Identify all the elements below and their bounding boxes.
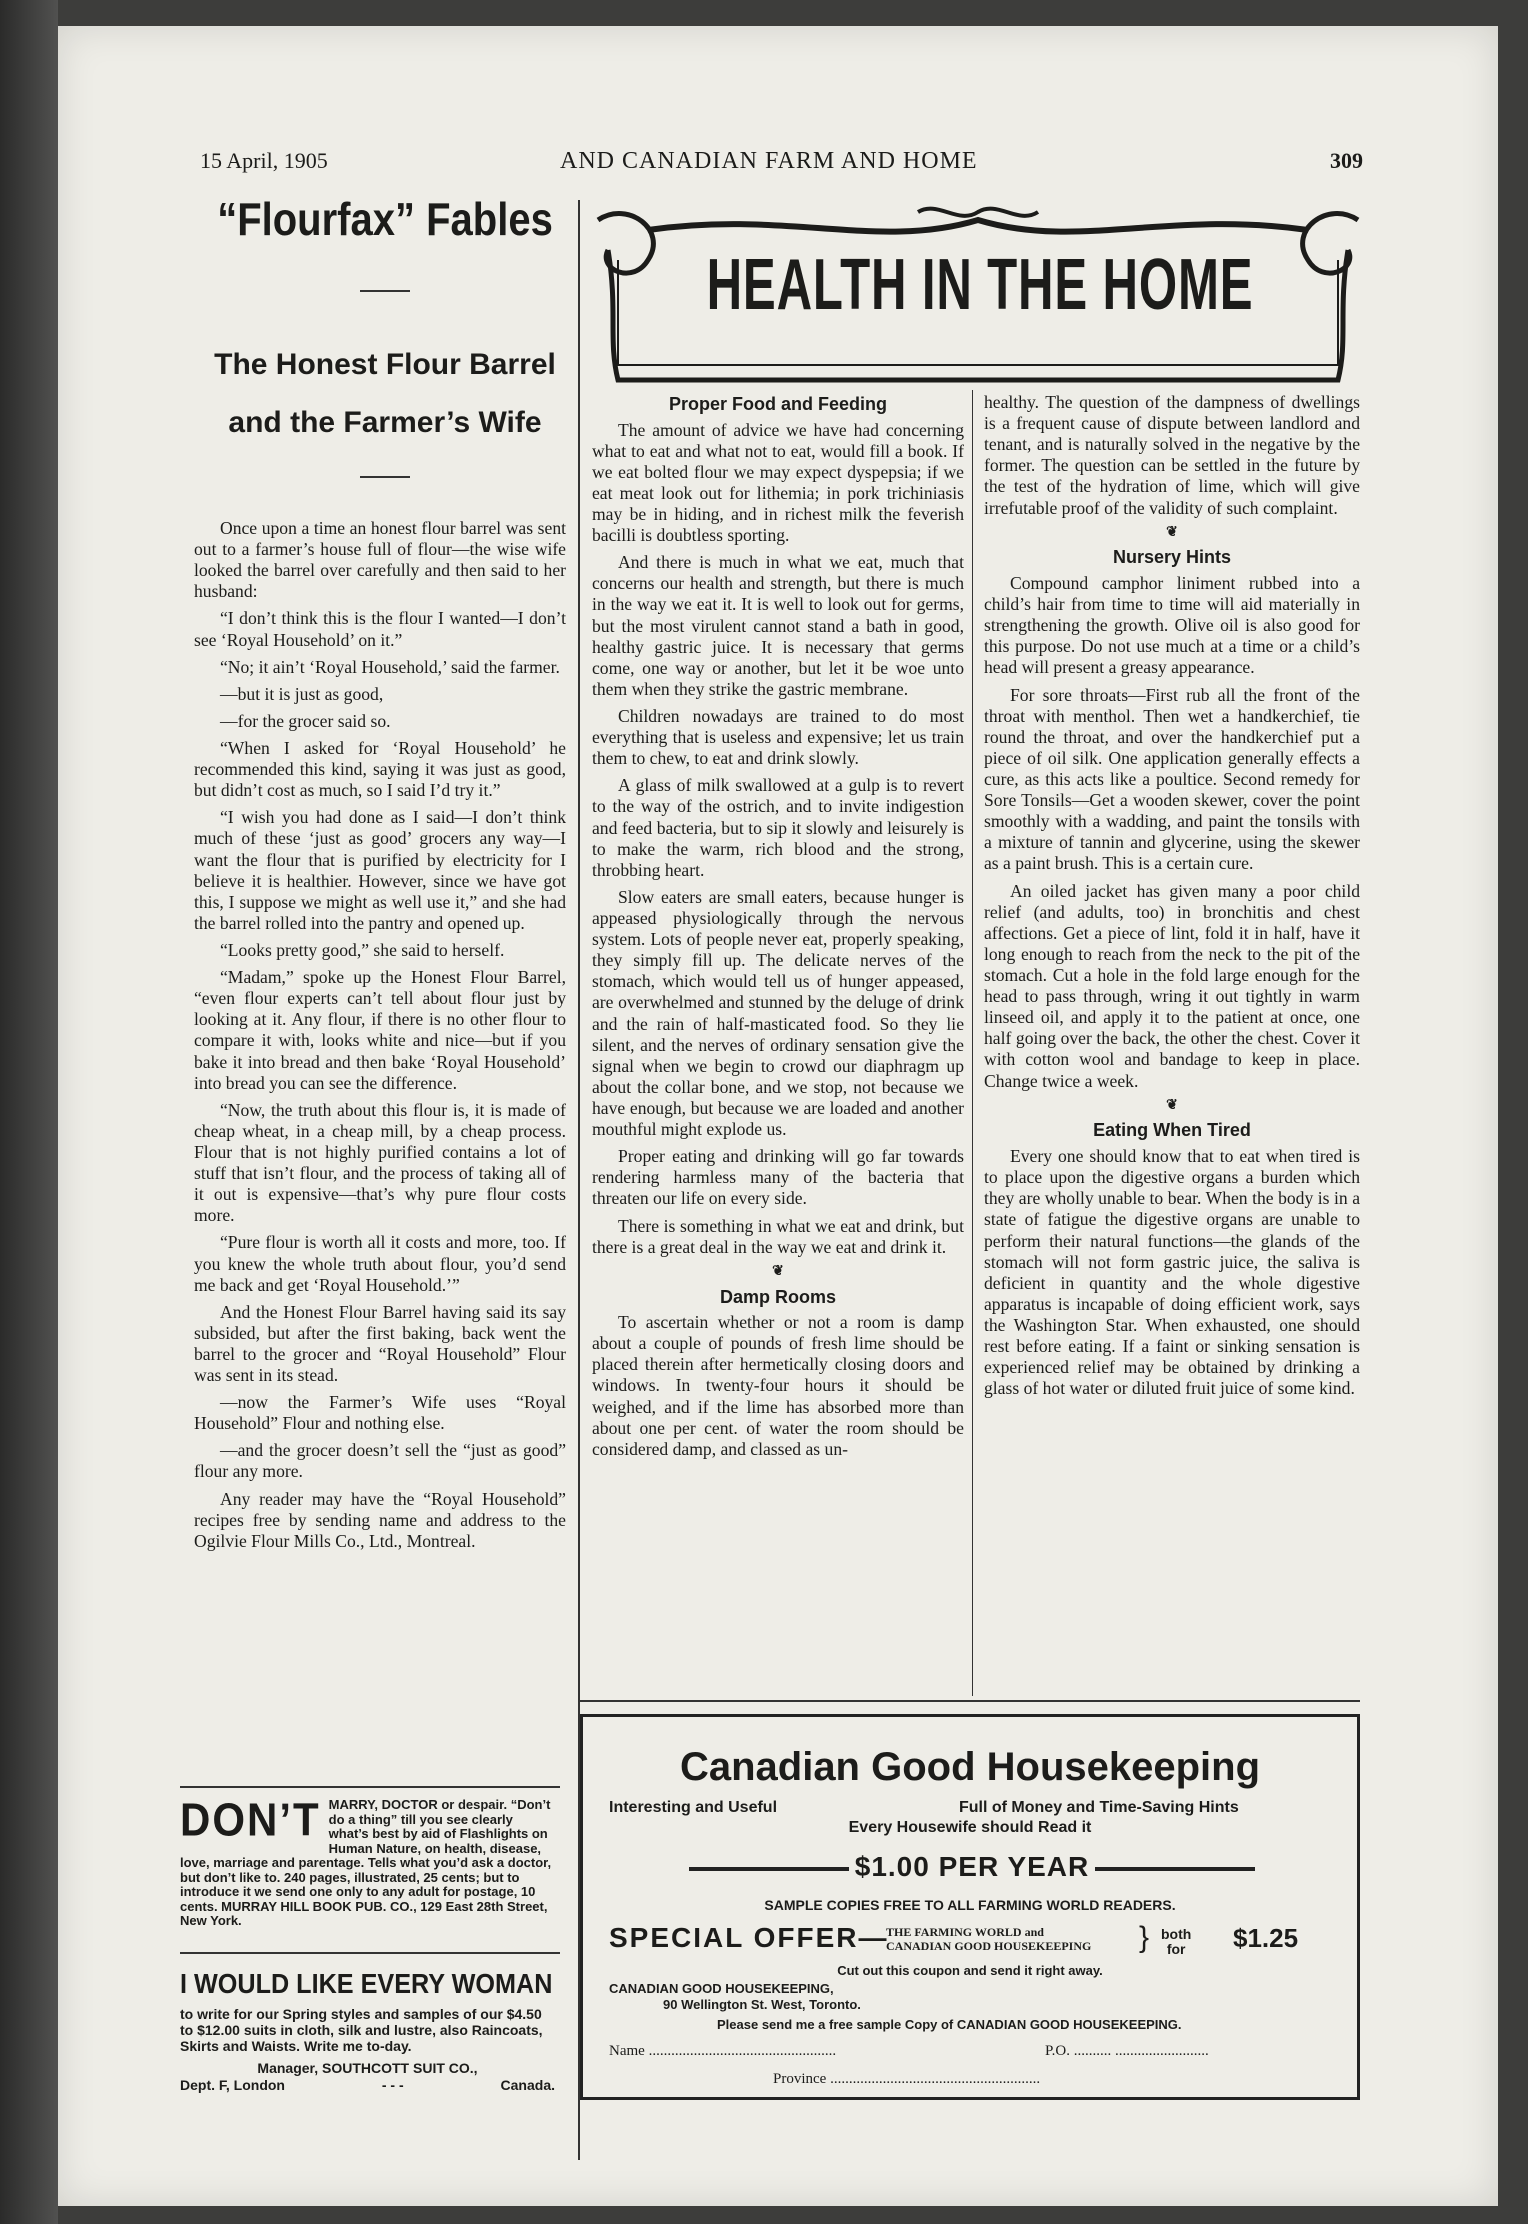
coupon-name-dots: .................................................. [648,2043,837,2059]
woman-ad-headline: I WOULD LIKE EVERY WOMAN [180,1968,553,1999]
coupon-request: Please send me a free sample Copy of CANADIAN GOOD HOUSEKEEPING. [717,2017,1182,2032]
section-ornament: ❦ [1166,1097,1178,1113]
health-column-1 [592,388,964,1466]
coupon-name-label: Name [609,2043,645,2059]
coupon-po-label: P.O. [1045,2043,1071,2059]
article-paragraph: A glass of milk swallowed at a gulp is to revert to the way of the ostrich, and to invite indigestion and feed bacteria, but to sip it slowly and leisurely is to make the warm, rich blood and the strong, throbbing heart. [592,775,964,880]
woman-ad-text: to write for our Spring styles and samples of our $4.50 to $12.00 suits in cloth, silk and lustre, also Raincoats, Skirts and Waists. Write me to-day. [180,2006,543,2055]
housekeeping-tag-left: Interesting and Useful [609,1799,778,1816]
article-paragraph: Proper eating and drinking will go far towards rendering harmless many of the bacteria that threaten our life on every side. [592,1146,964,1209]
housekeeping-tag-center: Every Housewife should Read it [848,1819,1092,1836]
section-heading: Damp Rooms [719,1286,836,1307]
fable-paragraph: “Pure flour is worth all it costs and more, too. If you knew the whole truth about flour, you’d send me back and get ‘Royal Household.’” [194,1232,566,1295]
housekeeping-tag-right: Full of Money and Time-Saving Hints [959,1799,1239,1816]
fable-paragraph: “Now, the truth about this flour is, it is made of cheap wheat, in a cheap mill, by a cheap process. Flour that is not highly purified contains a lot of stuff that isn’t flour, and the process of taking all of it out is expensive—that’s why pure flour costs more. [194,1099,566,1226]
coupon-province-line[interactable] [773,2071,1040,2088]
fable-paragraph: “Madam,” spoke up the Honest Flour Barrel, “even flour experts can’t tell about flour just by looking at it. Any flour, if there is no other flour to compare it with, looks white and nice—but if you bake it into bread and then bake ‘Royal Household’ into bread you can see the difference. [194,967,566,1093]
dont-marry-ad [180,1793,555,1929]
woman-ad-country: Canada. [500,2076,555,2093]
housekeeping-title: Canadian Good Housekeeping [679,1745,1261,1789]
coupon-address-1: CANADIAN GOOD HOUSEKEEPING, [609,1981,834,1996]
subtitle-dash [360,476,410,478]
fable-subtitle [190,336,580,452]
special-brand-1: THE FARMING WORLD and [886,1925,1044,1939]
fable-body [194,518,566,1558]
ad-separator-rule-1 [180,1786,560,1788]
page-number: 309 [1330,148,1363,173]
southcott-suit-ad [180,1968,555,2093]
article-paragraph: Compound camphor liniment rubbed into a child’s hair from time to time will aid materially in strengthening the growth. Olive oil is also good for this purpose. Do not use much at a time or a child’s head will present a greasy appearance. [984,573,1360,678]
article-paragraph: healthy. The question of the dampness of dwellings is a frequent cause of dispute between landlord and tenant, and is naturally solved in the negative by the former. The question can be settled in the future by the test of the hydration of lime, which will give irrefutable proof of the validity of such complaint. [984,392,1360,518]
special-offer-amount: $1.25 [1233,1923,1299,1953]
article-paragraph: Every one should know that to eat when tired is to place upon the digestive organs a burden which they are wholly unable to bear. When the body is in a state of fatigue the digestive organs are unable to perform their natural functions—the glands of the stomach will not form gastric juice, the saliva is deficient in quantity and the whole digestive apparatus is incapable of doing efficient work, says the Washington Star. When exhausted, one should rest before eating. If a faint or sinking sensation is experienced relief may be obtained by drinking a glass of hot water or diluted fruit juice of some kind. [984,1146,1360,1399]
coupon-province-label: Province [773,2071,827,2087]
fable-subtitle-line-1: The Honest Flour Barrel [214,348,556,381]
title-dash [360,290,410,292]
section-heading: Proper Food and Feeding [668,394,887,414]
health-column-2 [984,392,1360,1405]
woman-ad-city: Dept. F, London [180,2076,285,2093]
publication-title: AND CANADIAN FARM AND HOME [560,148,978,174]
section-ornament: ❦ [1166,524,1178,540]
fable-paragraph: —now the Farmer’s Wife uses “Royal Household” Flour and nothing else. [194,1392,566,1434]
coupon-name-line[interactable] [609,2043,836,2060]
article-paragraph: To ascertain whether or not a room is damp about a couple of pounds of fresh lime should be placed therein after hermetically closing doors and windows. In twenty-four hours it should be weighed, and if the lime has absorbed more than about one per cent. of water the room should be considered damp, and classed as un- [592,1312,964,1459]
coupon-po-dots: .......... ......................... [1073,2043,1209,2059]
health-title: HEALTH IN THE HOME [706,244,1254,325]
column-rule-middle [972,390,973,1696]
article-paragraph: Children nowadays are trained to do most everything that is useless and expensive; let us train them to chew, to eat and drink slowly. [592,706,964,769]
fable-paragraph: “I don’t think this is the flour I wanted—I don’t see ‘Royal Household’ on it.” [194,608,566,650]
coupon-instruction: Cut out this coupon and send it right away. [837,1963,1103,1978]
fable-paragraph: “I wish you had done as I said—I don’t think much of these ‘just as good’ grocers any way—I want the flour that is purified by electricity for I believe it is healthier. However, since we have got this, I suppose we might as well use it,” and she had the barrel rolled into the pantry and opened up. [194,807,566,933]
article-paragraph: Slow eaters are small eaters, because hunger is appeased physiologically through the nervous system. Lots of people never eat, properly speaking, they simply fill up. The delicate nerves of the stomach, which would tell us of hunger appeased, are overwhelmed and stunned by the deluge of drink and the rain of half-masticated food. So they lie silent, and the nerves of ordinary sensation give the signal when we begin to crowd our diaphragm up about the collar bone, and we stop, not because we have enough, but because we are loaded and another mouthful might explode us. [592,886,964,1140]
page-gutter [0,0,58,2224]
special-both: both [1161,1926,1192,1942]
article-paragraph: An oiled jacket has given many a poor child relief (and adults, too) in bronchitis and chest affections. Get a piece of lint, fold it in half, have it long enough to reach from the neck to the pit of the stomach. Cut a hole in the fold large enough for the head to pass through, wring it out tightly in warm linseed oil, and apply it to the patient at once, one half going over the back, the other the chest. Cover it with cotton wool and bandage to keep in place. Change twice a week. [984,880,1360,1091]
special-both-for [1161,1927,1191,1958]
housekeeping-sample-note: SAMPLE COPIES FREE TO ALL FARMING WORLD READERS. [764,1897,1176,1913]
fable-paragraph: And the Honest Flour Barrel having said its say subsided, but after the first baking, back went the barrel to the grocer and “Royal Household” Flour was sent in its stead. [194,1301,566,1386]
fable-title: “Flourfax” Fables [217,194,553,246]
section-heading: Nursery Hints [1112,547,1232,568]
coupon-address-2: 90 Wellington St. West, Toronto. [663,1997,861,2012]
woman-ad-signature: Manager, SOUTHCOTT SUIT CO., [257,2060,478,2077]
coupon-province-dots: ........................................................ [830,2071,1041,2087]
fable-paragraph: Any reader may have the “Royal Household” recipes free by sending name and address to the Ogilvie Flour Mills Co., Ltd., Montreal. [194,1488,566,1551]
housekeeping-ad [580,1714,1360,2100]
ad-separator-rule-2 [180,1952,560,1954]
fable-paragraph: —but it is just as good, [220,683,384,704]
coupon-po-line[interactable] [1045,2043,1209,2060]
health-bottom-rule [580,1700,1360,1702]
fable-paragraph: Once upon a time an honest flour barrel was sent out to a farmer’s house full of flour—the wise wife looked the barrel over carefully and then said to her husband: [194,518,566,602]
woman-ad-dashes: - - - [381,2076,404,2093]
special-offer-label: SPECIAL OFFER— [609,1922,889,1953]
fable-subtitle-line-2: and the Farmer’s Wife [228,406,542,439]
special-offer-brands [886,1925,1091,1954]
fable-paragraph: —and the grocer doesn’t sell the “just as good” flour any more. [194,1440,566,1482]
article-paragraph: There is something in what we eat and drink, but there is a great deal in the way we eat and drink it. [592,1215,964,1257]
woman-ad-address [180,2077,555,2093]
fable-paragraph: “When I asked for ‘Royal Household’ he recommended this kind, saying it was just as good, but didn’t cost as much, so I said I’d try it.” [194,737,566,801]
brace: } [1139,1921,1150,1954]
section-heading: Eating When Tired [1093,1120,1251,1141]
article-paragraph: The amount of advice we have had concerning what to eat and what not to eat, would fill a book. If we eat bolted flour we may expect dyspepsia; if we eat meat look out for lithemia; in pork trichiniasis may be in hiding, and in richest milk the feverish bacilli is doubtless sporting. [592,419,964,546]
section-ornament: ❦ [772,1263,784,1279]
article-paragraph: And there is much in what we eat, much that concerns our health and strength, but there is much in the way we eat it. It is well to look out for germs, but the most virulent cannot stand a bath in good, healthy gastric juice. It is necessary that germs come, one way or another, but let it be woe unto them when they strike the gastric membrane. [592,552,964,699]
fable-paragraph: —for the grocer said so. [220,710,391,731]
special-for: for [1166,1941,1186,1958]
fable-paragraph: “Looks pretty good,” she said to herself. [220,939,505,960]
special-brand-2: CANADIAN GOOD HOUSEKEEPING [886,1939,1092,1954]
article-paragraph: For sore throats—First rub all the front of the throat with menthol. Then wet a handkerchief, tie round the throat, and over the handkerchief put a piece of oil silk. One application generally effects a cure, as this acts like a poultice. Second remedy for Sore Tonsils—Get a wooden skewer, cover the point smoothly with a wadding, and paint the tonsils with a mixture of tannin and glycerine, using the skewer as a paint brush. This is a certain cure. [984,684,1360,874]
fable-paragraph: “No; it ain’t ‘Royal Household,’ said the farmer. [220,656,560,677]
issue-date: 15 April, 1905 [200,148,328,173]
housekeeping-price: $1.00 PER YEAR [607,1851,1337,1883]
dont-ad-text: MARRY, DOCTOR or despair. “Don’t do a thing” till you see clearly what’s best by aid of Flashlights on Human Nature, on health, disease, love, marriage and parentage. Tells what you’d ask a doctor, but don’t like to. 240 pages, illustrated, 25 cents; but to introduce it we send one only to any adult for postage, 10 cents. MURRAY HILL BOOK PUB. CO., 129 East 28th Street, New York. [180,1797,552,1929]
dont-ad-headline: DON’T [180,1793,321,1846]
